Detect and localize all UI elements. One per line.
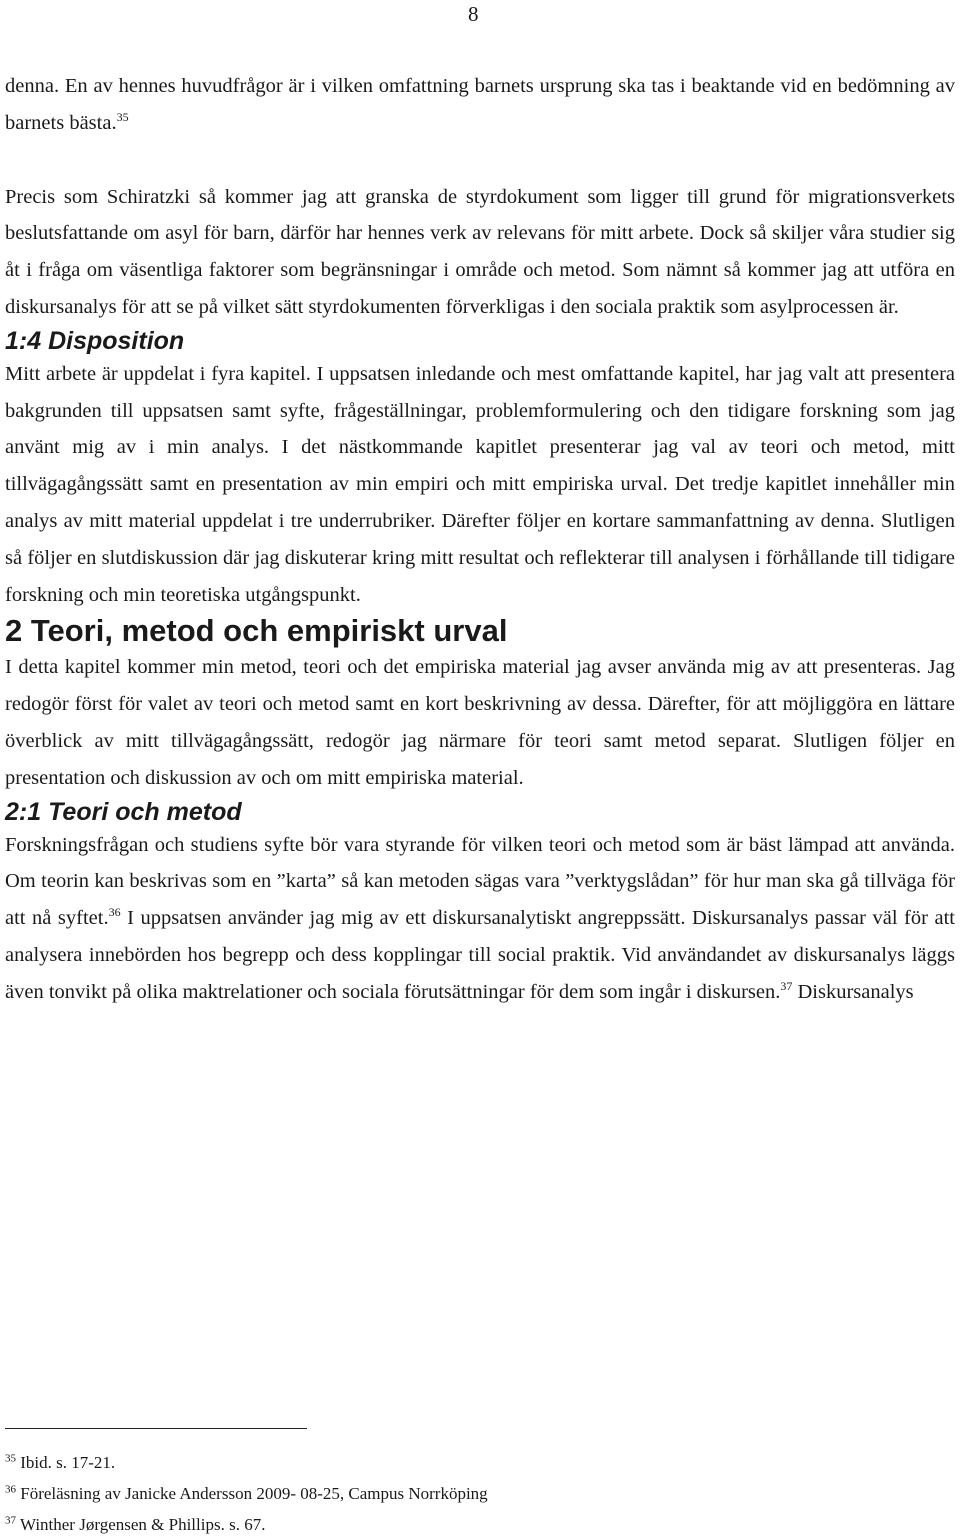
page-body <box>5 68 955 1011</box>
paragraph-text-a: Forskningsfrågan och studiens syfte bör vara styrande för vilken teori och metod som är bäst lämpad att använda. Om teorin kan beskrivas som en ”karta” så kan metoden sägas vara ”verktygslådan” för hur man ska gå tillväga för att nå syftet. <box>5 833 955 930</box>
footnote-37 <box>5 1509 955 1540</box>
paragraph-disposition: Mitt arbete är uppdelat i fyra kapitel. I uppsatsen inledande och mest omfattande kapitel, har jag valt att presentera bakgrunden till uppsatsen samt syfte, frågeställningar, problemformulering och den tidigare forskning som jag använt mig av i min analys. I det nästkommande kapitlet presenterar jag val av teori och metod, mitt tillvägagångssätt samt en presentation av min empiri och mitt empiriska urval. Det tredje kapitlet innehåller min analys av mitt material uppdelat i tre underrubriker. Därefter följer en kortare sammanfattning av denna. Slutligen så följer en slutdiskussion där jag diskuterar kring mitt resultat och reflekterar till analysen i förhållande till tidigare forskning och min teoretiska utgångspunkt. <box>5 362 955 606</box>
section-heading-theory-method: 2:1 Teori och metod <box>5 797 242 826</box>
paragraph-chapter-intro: I detta kapitel kommer min metod, teori och det empiriska material jag avser använda mig av att presenteras. Jag redogör först för valet av teori och metod samt en kort beskrivning av dessa. Därefter, för att möjliggöra en lättare överblick av mitt tillvägagångssätt, redogör jag närmare för teori samt metod separat. Slutligen följer en presentation och diskussion av och om mitt empiriska material. <box>5 656 955 789</box>
footnote-35 <box>5 1447 955 1478</box>
footnote-number: 36 <box>5 1483 16 1496</box>
paragraph-text-c: Diskursanalys <box>792 980 914 1003</box>
footnote-36 <box>5 1478 955 1509</box>
paragraph-intro-continuation <box>5 68 955 142</box>
section-heading-disposition: 1:4 Disposition <box>5 326 185 355</box>
footnote-ref-36[interactable]: 36 <box>108 905 121 920</box>
paragraph-text: denna. En av hennes huvudfrågor är i vilken omfattning barnets ursprung ska tas i beaktande vid en bedömning av barnets bästa. <box>5 75 955 134</box>
paragraph-schiratzki-comparison: Precis som Schiratzki så kommer jag att granska de styrdokument som ligger till grund för migrationsverkets beslutsfattande om asyl för barn, därför har hennes verk av relevans för mitt arbete. Dock så skiljer våra studier sig åt i fråga om väsentliga faktorer som begränsningar i område och metod. Som nämnt så kommer jag att utföra en diskursanalys för att se på vilket sätt styrdokumenten förverkligas i den sociala praktik som asylprocessen är. <box>5 185 955 318</box>
footnote-text: Ibid. s. 17-21. <box>20 1453 116 1472</box>
footnote-divider <box>5 1428 307 1429</box>
footnotes <box>5 1447 955 1540</box>
footnote-text: Föreläsning av Janicke Andersson 2009- 08-25, Campus Norrköping <box>20 1484 488 1503</box>
paragraph-theory-method <box>5 827 955 1011</box>
page-number: 8 <box>468 2 479 26</box>
paragraph-text-b: I uppsatsen använder jag mig av ett diskursanalytiskt angreppssätt. Diskursanalys passar väl för att analysera innebörden hos begrepp och dess kopplingar till social praktik. Vid användandet av diskursanalys läggs även tonvikt på olika maktrelationer och sociala förutsättningar för dem som ingår i diskursen. <box>5 907 955 1003</box>
footnote-text: Winther Jørgensen & Phillips. s. 67. <box>19 1515 266 1534</box>
footnote-ref-37[interactable]: 37 <box>780 978 793 993</box>
footnote-ref-35[interactable]: 35 <box>116 109 129 124</box>
footnote-number: 35 <box>5 1452 16 1465</box>
chapter-heading-theory-method: 2 Teori, metod och empiriskt urval <box>5 613 508 649</box>
footnote-number: 37 <box>5 1514 16 1527</box>
